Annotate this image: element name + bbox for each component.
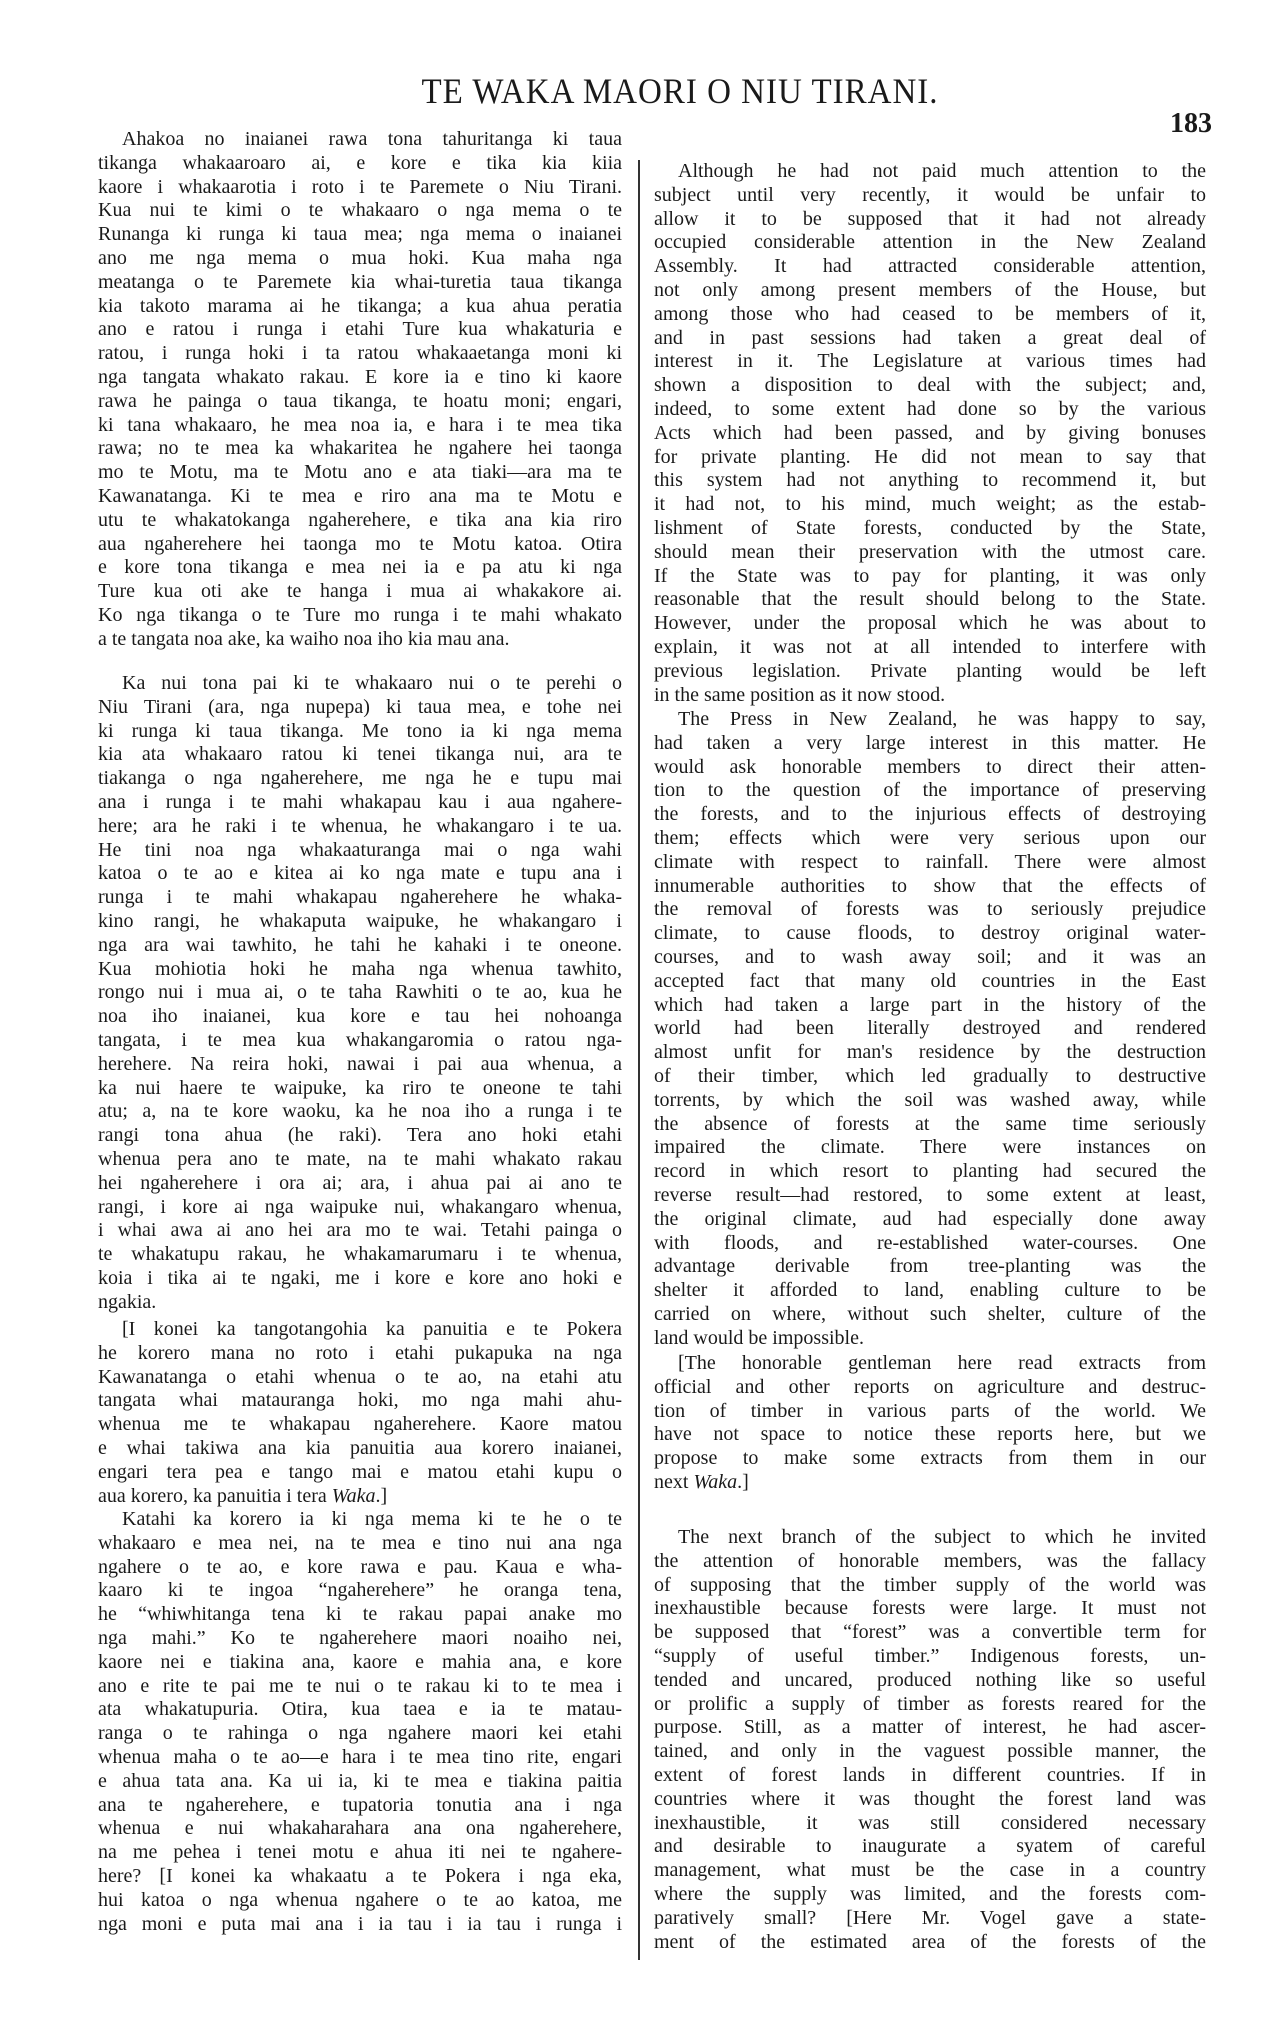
text-line: ano e ratou i runga i etahi Ture kua whakaturia e (98, 318, 622, 341)
text-line: Ture kua oti ake te hanga i mua ai whakakore ai. (98, 580, 622, 603)
text-line: accepted fact that many old countries in the East (654, 969, 1206, 992)
text-line: nga ara wai tawhito, he tahi he kahaki i te oneone. (98, 933, 622, 956)
text-line: Kawanatanga o etahi whenua o te ao, na etahi atu (98, 1365, 622, 1388)
text-line: innumerable authorities to show that the effects of (654, 874, 1206, 897)
text-line: e kore tona tikanga e mea nei ia e pa atu ki nga (98, 556, 622, 579)
text-line: shelter it afforded to land, enabling culture to be (654, 1279, 1206, 1302)
text-line: lishment of State forests, conducted by the State, (654, 516, 1206, 539)
text-line: with floods, and re-established water-courses. One (654, 1231, 1206, 1254)
text-line: interest in it. The Legislature at various times had (654, 350, 1206, 373)
text-line: the attention of honorable members, was the fallacy (654, 1549, 1206, 1572)
text-line: The next branch of the subject to which he invited (678, 1526, 1206, 1548)
text-line: of their timber, which led gradually to destructive (654, 1064, 1206, 1087)
text-line: he “whiwhitanga tena ki te rakau papai anake mo (98, 1603, 622, 1626)
text-line: have not space to notice these reports here, but we (654, 1423, 1206, 1446)
text-line: kaore nei e tiakina ana, kaore e mahia ana, e kore (98, 1650, 622, 1673)
text-line: official and other reports on agriculture and destruc- (654, 1375, 1206, 1398)
text-line: Ko nga tikanga o te Ture mo runga i te mahi whakato (98, 603, 622, 626)
text-line: reasonable that the result should belong to the State. (654, 588, 1206, 611)
text-line: occupied considerable attention in the New Zealand (654, 231, 1206, 254)
text-line: had taken a very large interest in this matter. He (654, 731, 1206, 754)
text-line: tion of timber in various parts of the world. We (654, 1399, 1206, 1422)
text-line: However, under the proposal which he was about to (654, 612, 1206, 635)
text-line: or prolific a supply of timber as forests reared for the (654, 1692, 1206, 1715)
text-line: record in which resort to planting had secured the (654, 1160, 1206, 1183)
line-text: .] (737, 1470, 749, 1493)
text-line: explain, it was not at all intended to interfere with (654, 635, 1206, 658)
text-line: the absence of forests at the same time seriously (654, 1112, 1206, 1135)
text-line: courses, and to wash away soil; and it was an (654, 945, 1206, 968)
text-line: whenua me te whakapau ngaherehere. Kaore matou (98, 1413, 622, 1436)
text-line: kaaro ki te ingoa “ngaherehere” he oranga tena, (98, 1579, 622, 1602)
text-line: almost unfit for man's residence by the destruction (654, 1041, 1206, 1064)
text-line: herehere. Na reira hoki, nawai i pai aua whenua, a (98, 1052, 622, 1075)
text-line: rongo nui i mua ai, o te taha Rawhiti o te ao, kua he (98, 981, 622, 1004)
text-line: whenua maha o te ao—e hara i te mea tino rite, engari (98, 1745, 622, 1768)
text-line: would ask honorable members to direct their atten- (654, 755, 1206, 778)
text-line: ata whakatupuria. Otira, kua taea e ia te matau- (98, 1698, 622, 1721)
line-text: next (654, 1470, 694, 1493)
text-line: e whai takiwa ana kia panuitia aua korero inaianei, (98, 1436, 622, 1459)
text-line: the forests, and to the injurious effects of destroying (654, 803, 1206, 826)
text-line: allow it to be supposed that it had not already (654, 207, 1206, 230)
text-line: torrents, by which the soil was washed away, while (654, 1088, 1206, 1111)
text-line: hei ngaherehere i ora ai; ara, i ahua pai ai ano te (98, 1171, 622, 1194)
english-paragraph (654, 708, 1206, 1351)
text-line: noa iho inaianei, kua kore e tau hei nohoanga (98, 1005, 622, 1028)
text-line: advantage derivable from tree-planting was the (654, 1255, 1206, 1278)
text-line: here; ara he raki i te whenua, he whakangaro i te ua. (98, 814, 622, 837)
text-line: ki runga ki taua tikanga. Me tono ia ki nga mema (98, 719, 622, 742)
text-line: ka nui haere te waipuke, ka riro te oneone te tahi (98, 1076, 622, 1099)
italic-title: Waka (331, 1484, 376, 1507)
text-line: whenua e nui whakaharahara ana ona ngaherehere, (98, 1817, 622, 1840)
english-paragraph (654, 1526, 1206, 1954)
text-line: in the same position as it now stood. (654, 683, 946, 706)
text-line: Assembly. It had attracted considerable attention, (654, 255, 1206, 278)
line-text: aua korero, ka panuitia i tera (98, 1484, 332, 1507)
text-line: among those who had ceased to be members of it, (654, 302, 1206, 325)
text-line: ranga o te rahinga o nga ngahere maori kei etahi (98, 1722, 622, 1745)
text-line: reverse result—had restored, to some extent at least, (654, 1183, 1206, 1206)
text-line: purpose. Still, as a matter of interest, he had ascer- (654, 1716, 1206, 1739)
text-line (654, 1471, 1206, 1495)
maori-paragraph (98, 672, 622, 1315)
text-line: rangi, i kore ai nga waipuke nui, whakangaro whenua, (98, 1195, 622, 1218)
text-line: inexhaustible, it was still considered necessary (654, 1811, 1206, 1834)
text-line: ano e rite te pai me te nui o te rakau ki to te mea i (98, 1674, 622, 1697)
text-line (98, 1485, 622, 1509)
text-line: ngakia. (98, 1290, 157, 1313)
maori-paragraph (98, 1508, 622, 1936)
text-line: tained, and only in the vaguest possible manner, the (654, 1740, 1206, 1763)
text-line: climate with respect to rainfall. There were almost (654, 850, 1206, 873)
text-line: and in past sessions had taken a great deal of (654, 326, 1206, 349)
text-line: land would be impossible. (654, 1326, 864, 1349)
text-line: nga tangata whakato rakau. E kore ia e tino ki kaore (98, 365, 622, 388)
text-line: the original climate, aud had especially done away (654, 1207, 1206, 1230)
text-line: propose to make some extracts from them in our (654, 1447, 1206, 1470)
text-line: ratou, i runga hoki i ta ratou whakaaetanga moni ki (98, 342, 622, 365)
text-line: kaore i whakaarotia i roto i te Paremete o Niu Tirani. (98, 175, 622, 198)
text-line: inexhaustible because forests were large. It must not (654, 1597, 1206, 1620)
text-line: hui katoa o nga whenua ngahere o te ao katoa, me (98, 1888, 622, 1911)
text-line: rangi tona ahua (he raki). Tera ano hoki etahi (98, 1124, 622, 1147)
maori-paragraph (98, 128, 622, 652)
text-line: here? [I konei ka whakaatu a te Pokera i nga eka, (98, 1864, 622, 1887)
text-line: atu; a, na te kore waoku, ka he noa iho a runga i te (98, 1100, 622, 1123)
text-line: e ahua tata ana. Ka ui ia, ki te mea e tiakina paitia (98, 1769, 622, 1792)
text-line: ana i runga i te mahi whakapau kau i aua ngahere- (98, 790, 622, 813)
text-line: for private planting. He did not mean to say that (654, 445, 1206, 468)
text-line: ano me nga mema o mua hoki. Kua maha nga (98, 246, 622, 269)
text-line: kia ata whakaaro ratou ki tenei tikanga nui, ara te (98, 743, 622, 766)
text-line: tangata whai matauranga hoki, mo nga mahi ahu- (98, 1389, 622, 1412)
text-line: indeed, to some extent had done so by the various (654, 397, 1206, 420)
text-line: kino rangi, he whakaputa waipuke, he whakangaro i (98, 909, 622, 932)
text-line: aua ngaherehere hei taonga mo te Motu katoa. Otira (98, 532, 622, 555)
text-line: he korero mana no roto i etahi pukapuka na nga (98, 1341, 622, 1364)
text-line: Although he had not paid much attention to the (678, 160, 1206, 182)
english-paragraph (654, 1352, 1206, 1495)
text-line: The Press in New Zealand, he was happy to say, (678, 708, 1206, 730)
text-line: meatanga o te Paremete kia whai-turetia taua tikanga (98, 270, 622, 293)
text-line: tangata, i te mea kua whakangaromia o ratou nga- (98, 1028, 622, 1051)
text-line: which had taken a large part in the history of the (654, 993, 1206, 1016)
text-line: ngahere o te ao, e kore rawa e pau. Kaua e wha- (98, 1555, 622, 1578)
text-line: shown a disposition to deal with the subject; and, (654, 374, 1206, 397)
text-line: If the State was to pay for planting, it was only (654, 564, 1206, 587)
text-line: kia takoto marama ai he tikanga; a kua ahua peratia (98, 294, 622, 317)
text-line: Ka nui tona pai ki te whakaaro nui o te perehi o (122, 672, 622, 694)
text-line: subject until very recently, it would be unfair to (654, 183, 1206, 206)
text-line: countries where it was thought the forest land was (654, 1787, 1206, 1810)
text-line: climate, to cause floods, to destroy original water- (654, 922, 1206, 945)
page-number: 183 (1170, 108, 1212, 139)
text-line: and desirable to inaugurate a syatem of careful (654, 1835, 1206, 1858)
text-line: engari tera pea e tango mai e matou etahi kupu o (98, 1460, 622, 1483)
text-line: of supposing that the timber supply of the world was (654, 1573, 1206, 1596)
text-line: ana te ngaherehere, e tupatoria tonutia ana i nga (98, 1793, 622, 1816)
line-text: .] (375, 1484, 388, 1507)
text-line: Acts which had been passed, and by giving bonuses (654, 421, 1206, 444)
text-line: ki tana whakaaro, he mea noa ia, e hara i te mea tika (98, 413, 622, 436)
text-line: whakaaro e mea nei, na te mea e tino nui ana nga (98, 1531, 622, 1554)
text-line: koia i tika ai te ngaki, me i kore e kore ano hoki e (98, 1266, 622, 1289)
text-line: rawa he painga o taua tikanga, te hoatu moni; engari, (98, 389, 622, 412)
text-line: should mean their preservation with the utmost care. (654, 540, 1206, 563)
text-line: the removal of forests was to seriously prejudice (654, 898, 1206, 921)
column-divider (638, 160, 640, 1960)
text-line: rawa; no te mea ka whakaritea he ngahere hei taonga (98, 437, 622, 460)
text-line: previous legislation. Private planting would be left (654, 659, 1206, 682)
text-line: Runanga ki runga ki taua mea; nga mema o inaianei (98, 223, 622, 246)
text-line: i whai awa ai ano hei ara mo te wai. Tetahi painga o (98, 1219, 622, 1242)
text-line: Katahi ka korero ia ki nga mema ki te he o te (122, 1508, 622, 1530)
english-paragraph (654, 160, 1206, 707)
text-line: carried on where, without such shelter, culture of the (654, 1302, 1206, 1325)
text-line: “supply of useful timber.” Indigenous forests, un- (654, 1644, 1206, 1667)
text-line: na me pehea i tenei motu e ahua iti nei te ngahere- (98, 1841, 622, 1864)
text-line: Kua nui te kimi o te whakaaro o nga mema o te (98, 199, 622, 222)
text-line: nga moni e puta mai ana i ia tau i ia tau i runga i (98, 1912, 622, 1935)
text-line: nga mahi.” Ko te ngaherehere maori noaiho nei, (98, 1626, 622, 1649)
text-line: tion to the question of the importance of preserving (654, 779, 1206, 802)
text-line: [The honorable gentleman here read extracts from (678, 1352, 1206, 1374)
text-line: [I konei ka tangotangohia ka panuitia e te Pokera (122, 1318, 622, 1340)
text-line: it had not, to his mind, much weight; as the estab- (654, 493, 1206, 516)
text-line: runga i te mahi whakapau ngaherehere he whaka- (98, 886, 622, 909)
maori-paragraph (98, 1318, 622, 1508)
text-line: a te tangata noa ake, ka waiho noa iho kia mau ana. (98, 627, 510, 650)
text-line: utu te whakatokanga ngaherehere, e tika ana kia riro (98, 508, 622, 531)
text-line: tiakanga o nga ngaherehere, me nga he e tupu mai (98, 767, 622, 790)
text-line: this system had not anything to recommend it, but (654, 469, 1206, 492)
text-line: impaired the climate. There were instances on (654, 1136, 1206, 1159)
text-line: be supposed that “forest” was a convertible term for (654, 1621, 1206, 1644)
text-line: tended and uncared, produced nothing like so useful (654, 1668, 1206, 1691)
text-line: not only among present members of the House, but (654, 278, 1206, 301)
text-line: Kua mohiotia hoki he maha nga whenua tawhito, (98, 957, 622, 980)
text-line: management, what must be the case in a country (654, 1859, 1206, 1882)
text-line: tikanga whakaaroaro ai, e kore e tika kia kiia (98, 151, 622, 174)
text-line: extent of forest lands in different countries. If in (654, 1763, 1206, 1786)
text-line: te whakatupu rakau, he whakamarumaru i te whenua, (98, 1243, 622, 1266)
text-line: katoa o te ao e kitea ai ko nga mate e tupu ana i (98, 862, 622, 885)
text-line: mo te Motu, ma te Motu ano e ata tiaki—ara ma te (98, 461, 622, 484)
text-line: world had been literally destroyed and rendered (654, 1017, 1206, 1040)
text-line: whenua pera ano te mate, na te mahi whakato rakau (98, 1147, 622, 1170)
text-line: ment of the estimated area of the forests of the (654, 1930, 1206, 1953)
italic-title: Waka (693, 1470, 738, 1493)
text-line: them; effects which were very serious upon our (654, 826, 1206, 849)
text-line: He tini noa nga whakaaturanga mai o nga wahi (98, 838, 622, 861)
text-line: paratively small? [Here Mr. Vogel gave a state- (654, 1906, 1206, 1929)
page-title: TE WAKA MAORI O NIU TIRANI. (421, 72, 939, 112)
text-line: Ahakoa no inaianei rawa tona tahuritanga ki taua (122, 128, 622, 150)
text-line: Niu Tirani (ara, nga nupepa) ki taua mea, e tohe nei (98, 695, 622, 718)
text-line: Kawanatanga. Ki te mea e riro ana ma te Motu e (98, 484, 622, 507)
text-line: where the supply was limited, and the forests com- (654, 1882, 1206, 1905)
